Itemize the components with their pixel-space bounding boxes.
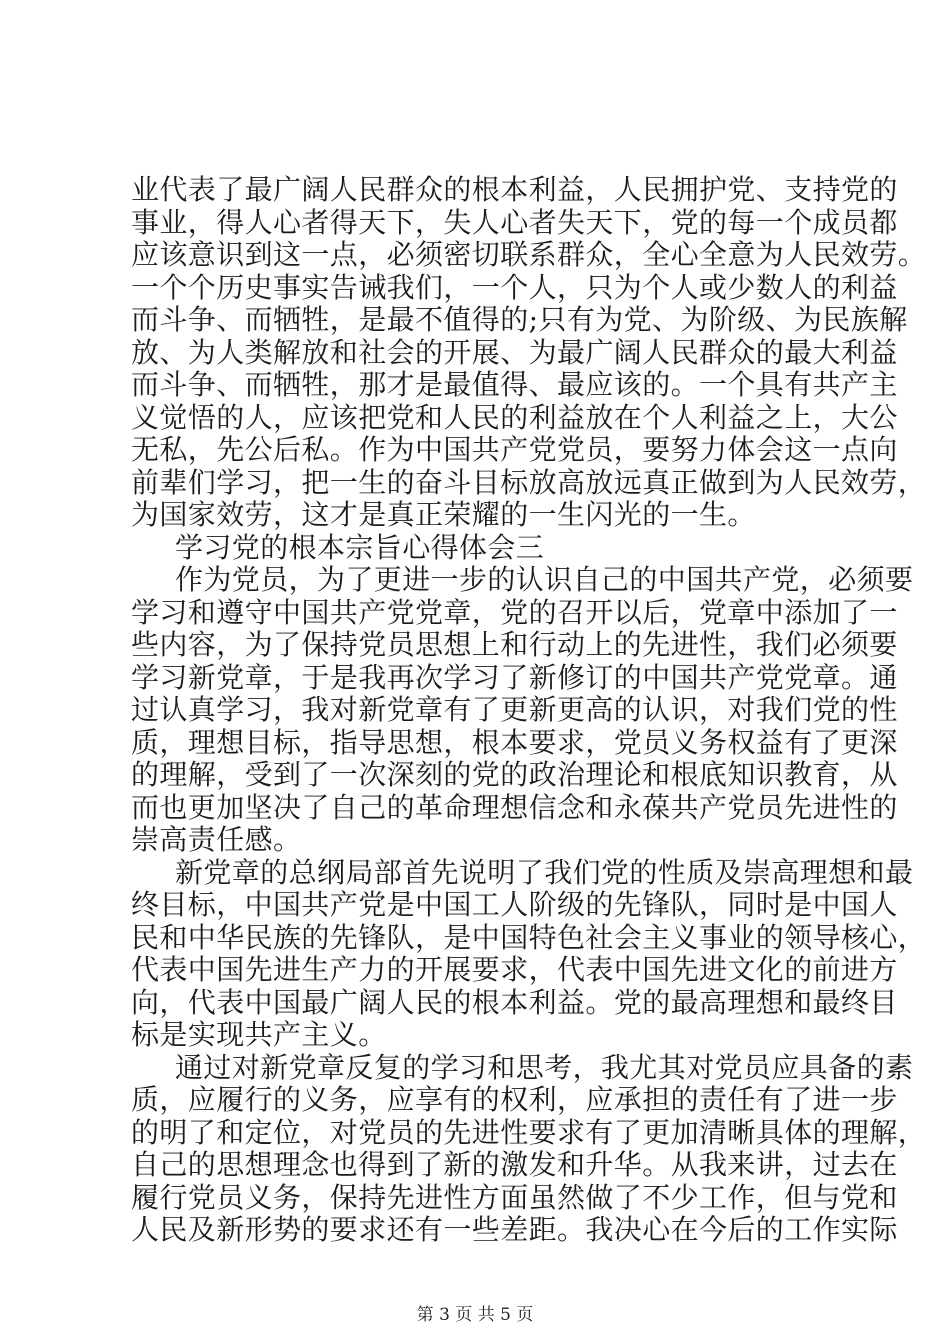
- text-line: 过认真学习，我对新党章有了更新更高的认识，对我们党的性: [131, 693, 898, 726]
- text-line: 前辈们学习，把一生的奋斗目标放高放远真正做到为人民效劳，: [131, 465, 927, 499]
- text-line: 人民及新形势的要求还有一些差距。我决心在今后的工作实际: [131, 1213, 898, 1246]
- text-line: 质，应履行的义务，应享有的权利，应承担的责任有了进一步: [131, 1083, 898, 1116]
- text-line: 为国家效劳，这才是真正荣耀的一生闪光的一生。: [131, 498, 756, 531]
- text-line: 履行党员义务，保持先进性方面虽然做了不少工作，但与党和: [131, 1180, 898, 1214]
- text-line: 新党章的总纲局部首先说明了我们党的性质及崇高理想和最: [175, 855, 914, 889]
- text-line: 而斗争、而牺牲，是最不值得的;只有为党、为阶级、为民族解: [131, 303, 908, 336]
- text-line: 标是实现共产主义。: [131, 1018, 387, 1051]
- text-line: 向，代表中国最广阔人民的根本利益。党的最高理想和最终目: [131, 985, 898, 1019]
- page-footer: [0, 1300, 950, 1325]
- text-line: 一个个历史事实告诫我们，一个人，只为个人或少数人的利益: [131, 270, 898, 304]
- text-line: 的理解，受到了一次深刻的党的政治理论和根底知识教育，从: [131, 758, 898, 791]
- text-line: 崇高责任感。: [131, 823, 302, 856]
- text-line: 通过对新党章反复的学习和思考，我尤其对党员应具备的素: [175, 1050, 914, 1084]
- text-line: 学习新党章，于是我再次学习了新修订的中国共产党党章。通: [131, 660, 898, 694]
- text-line: 学习党的根本宗旨心得体会三: [175, 530, 545, 564]
- text-line: 民和中华民族的先锋队，是中国特色社会主义事业的领导核心，: [131, 920, 927, 954]
- text-line: 而也更加坚决了自己的革命理想信念和永葆共产党员先进性的: [131, 790, 898, 824]
- text-line: 无私，先公后私。作为中国共产党党员，要努力体会这一点向: [131, 433, 898, 466]
- text-line: 终目标，中国共产党是中国工人阶级的先锋队，同时是中国人: [131, 888, 898, 921]
- text-line: 自己的思想理念也得到了新的激发和升华。从我来讲，过去在: [131, 1148, 898, 1181]
- text-line: 代表中国先进生产力的开展要求，代表中国先进文化的前进方: [131, 953, 898, 986]
- text-line: 事业，得人心者得天下，失人心者失天下，党的每一个成员都: [131, 205, 898, 239]
- text-line: 质，理想目标，指导思想，根本要求，党员义务权益有了更深: [131, 725, 898, 759]
- text-line: 作为党员，为了更进一步的认识自己的中国共产党，必须要: [175, 563, 914, 596]
- text-line: 学习和遵守中国共产党党章，党的召开以后，党章中添加了一: [131, 595, 898, 629]
- document-body: [131, 173, 927, 1247]
- text-line: 些内容，为了保持党员思想上和行动上的先进性，我们必须要: [131, 628, 898, 661]
- text-line: 而斗争、而牺牲，那才是最值得、最应该的。一个具有共产主: [131, 368, 898, 401]
- text-line: 义觉悟的人，应该把党和人民的利益放在个人利益之上，大公: [131, 400, 898, 434]
- text-line: 业代表了最广阔人民群众的根本利益，人民拥护党、支持党的: [131, 173, 898, 206]
- text-line: 的明了和定位，对党员的先进性要求有了更加清晰具体的理解，: [131, 1115, 927, 1149]
- page-number: 第 3 页 共 5 页: [416, 1305, 534, 1325]
- text-line: 应该意识到这一点，必须密切联系群众，全心全意为人民效劳。: [131, 238, 927, 271]
- text-line: 放、为人类解放和社会的开展、为最广阔人民群众的最大利益: [131, 335, 898, 369]
